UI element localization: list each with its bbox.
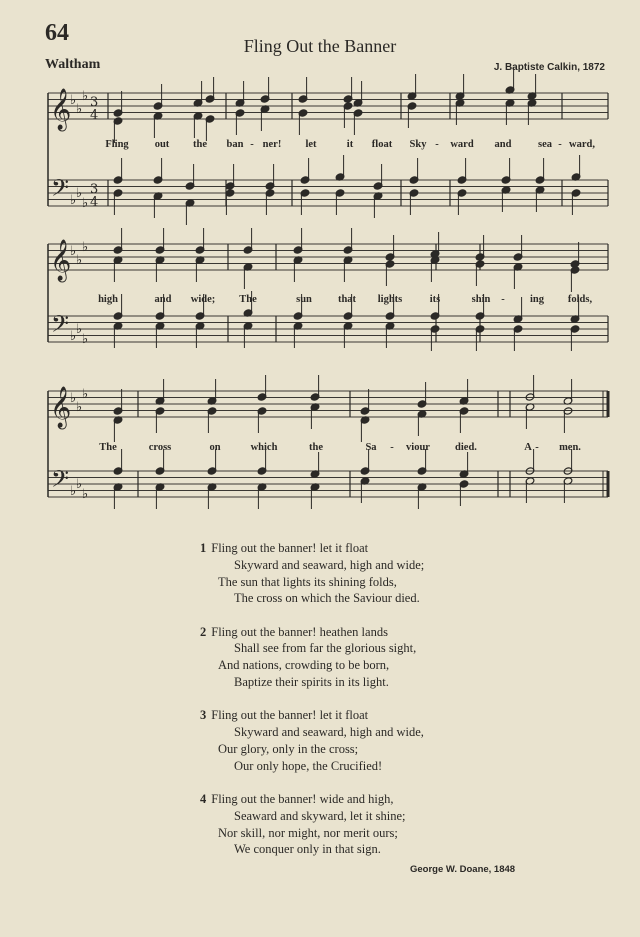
lyric-syllable: ner! bbox=[262, 139, 282, 150]
verse-line: Baptize their spirits in its light. bbox=[234, 675, 389, 690]
lyrics-line-3 bbox=[0, 442, 640, 456]
lyric-syllable: cross bbox=[148, 442, 172, 453]
verse-line: 3 Fling out the banner! let it float bbox=[200, 708, 369, 723]
lyric-syllable: died. bbox=[455, 442, 477, 453]
verse-line: The cross on which the Saviour died. bbox=[234, 591, 420, 606]
flat-sign: ♭ bbox=[76, 322, 83, 337]
flat-sign: ♭ bbox=[76, 102, 83, 117]
bass-clef: 𝄢 bbox=[51, 465, 70, 498]
lyric-hyphen: - bbox=[501, 294, 505, 305]
tune-name: Waltham bbox=[45, 57, 101, 72]
hymn-title: Fling Out the Banner bbox=[243, 36, 397, 56]
flat-sign: ♭ bbox=[70, 329, 77, 344]
lyric-syllable: which bbox=[250, 442, 278, 453]
lyric-syllable: shin bbox=[471, 294, 491, 305]
lyric-syllable: Sa bbox=[365, 442, 377, 453]
lyric-syllable: sea bbox=[538, 139, 552, 150]
verse-number: 3 bbox=[200, 708, 207, 723]
flat-sign: ♭ bbox=[82, 240, 89, 255]
verse-line: And nations, crowding to be born, bbox=[218, 658, 390, 673]
treble-clef: 𝄞 bbox=[50, 387, 72, 428]
lyric-syllable: float bbox=[371, 139, 393, 150]
lyric-syllable: that bbox=[337, 294, 357, 305]
verse-line: Nor skill, nor might, nor merit ours; bbox=[218, 825, 398, 840]
lyric-syllable: ward bbox=[450, 139, 474, 150]
lyric-hyphen: - bbox=[250, 139, 254, 150]
verse-line: Shall see from far the glorious sight, bbox=[234, 641, 417, 656]
lyric-syllable: the bbox=[193, 139, 207, 150]
flat-sign: ♭ bbox=[70, 93, 77, 108]
lyric-hyphen: - bbox=[558, 139, 562, 150]
verse-number: 2 bbox=[200, 624, 207, 639]
music-system-1 bbox=[40, 85, 615, 230]
flat-sign: ♭ bbox=[76, 253, 83, 268]
lyric-syllable: lights bbox=[377, 294, 403, 305]
lyric-syllable: ing bbox=[529, 294, 545, 305]
verse-line: 4 Fling out the banner! wide and high, bbox=[200, 792, 394, 807]
lyric-syllable: A bbox=[524, 442, 532, 453]
lyric-syllable: The bbox=[99, 442, 117, 453]
flat-sign: ♭ bbox=[70, 484, 77, 499]
flat-sign: ♭ bbox=[70, 244, 77, 259]
lyric-syllable: high bbox=[98, 294, 118, 305]
time-signature-top: 3 bbox=[90, 95, 99, 110]
lyrics-line-1 bbox=[0, 139, 640, 153]
flat-sign: ♭ bbox=[76, 477, 83, 492]
lyric-syllable: out bbox=[154, 139, 170, 150]
bass-clef: 𝄢 bbox=[51, 310, 70, 343]
verse-3 bbox=[200, 707, 560, 774]
verse-number: 1 bbox=[200, 541, 207, 555]
lyric-syllable: Fling bbox=[105, 139, 129, 150]
verse-2 bbox=[200, 624, 560, 691]
treble-clef: 𝄞 bbox=[50, 240, 72, 281]
flat-sign: ♭ bbox=[82, 387, 89, 402]
composer-credit: J. Baptiste Calkin, 1872 bbox=[493, 62, 605, 73]
time-signature-top: 3 bbox=[90, 182, 99, 197]
flat-sign: ♭ bbox=[76, 400, 83, 415]
verses bbox=[200, 540, 560, 875]
lyric-syllable: viour bbox=[406, 442, 430, 453]
flat-sign: ♭ bbox=[70, 391, 77, 406]
verse-line: 1 Fling out the banner! let it float bbox=[200, 541, 369, 555]
lyrics-line-2 bbox=[0, 294, 640, 308]
lyric-syllable: ban bbox=[226, 139, 244, 150]
lyric-hyphen: - bbox=[535, 442, 539, 453]
flat-sign: ♭ bbox=[82, 487, 89, 502]
lyric-syllable: and bbox=[154, 294, 172, 305]
flat-sign: ♭ bbox=[70, 193, 77, 208]
lyric-syllable: The bbox=[239, 294, 257, 305]
verse-line: Skyward and seaward, high and wide; bbox=[234, 557, 425, 572]
lyric-hyphen: - bbox=[435, 139, 439, 150]
verse-line: Skyward and seaward, high and wide, bbox=[234, 725, 424, 740]
verse-line: The sun that lights its shining folds, bbox=[218, 574, 397, 589]
flat-sign: ♭ bbox=[82, 332, 89, 347]
flat-sign: ♭ bbox=[82, 196, 89, 211]
time-signature-bottom: 4 bbox=[90, 108, 99, 123]
lyric-syllable: its bbox=[429, 294, 441, 305]
verse-line: 2 Fling out the banner! heathen lands bbox=[200, 624, 388, 639]
verse-line: We conquer only in that sign. bbox=[234, 842, 381, 857]
lyric-syllable: folds, bbox=[567, 294, 593, 305]
lyric-syllable: the bbox=[309, 442, 323, 453]
lyric-syllable: sun bbox=[296, 294, 312, 305]
flat-sign: ♭ bbox=[82, 89, 89, 104]
verse-line: Our only hope, the Crucified! bbox=[234, 758, 383, 773]
lyric-syllable: it bbox=[346, 139, 354, 150]
lyric-syllable: on bbox=[209, 442, 221, 453]
lyric-syllable: wide; bbox=[190, 294, 216, 305]
lyric-hyphen: - bbox=[390, 442, 394, 453]
verse-4 bbox=[200, 791, 560, 858]
bass-clef: 𝄢 bbox=[51, 174, 70, 207]
lyric-syllable: men. bbox=[559, 442, 581, 453]
lyric-syllable: ward, bbox=[569, 139, 595, 150]
author-credit: George W. Doane, 1848 bbox=[410, 864, 516, 875]
hymn-number: 64 bbox=[45, 20, 69, 46]
verse-number: 4 bbox=[200, 792, 207, 807]
lyric-syllable: and bbox=[494, 139, 512, 150]
lyric-syllable: let bbox=[305, 139, 317, 150]
lyric-syllable: Sky bbox=[409, 139, 427, 150]
verse-1 bbox=[200, 540, 560, 607]
time-signature-bottom: 4 bbox=[90, 195, 99, 210]
treble-clef: 𝄞 bbox=[50, 89, 72, 130]
verse-line: Our glory, only in the cross; bbox=[218, 741, 359, 756]
flat-sign: ♭ bbox=[76, 186, 83, 201]
verse-line: Seaward and skyward, let it shine; bbox=[234, 808, 406, 823]
